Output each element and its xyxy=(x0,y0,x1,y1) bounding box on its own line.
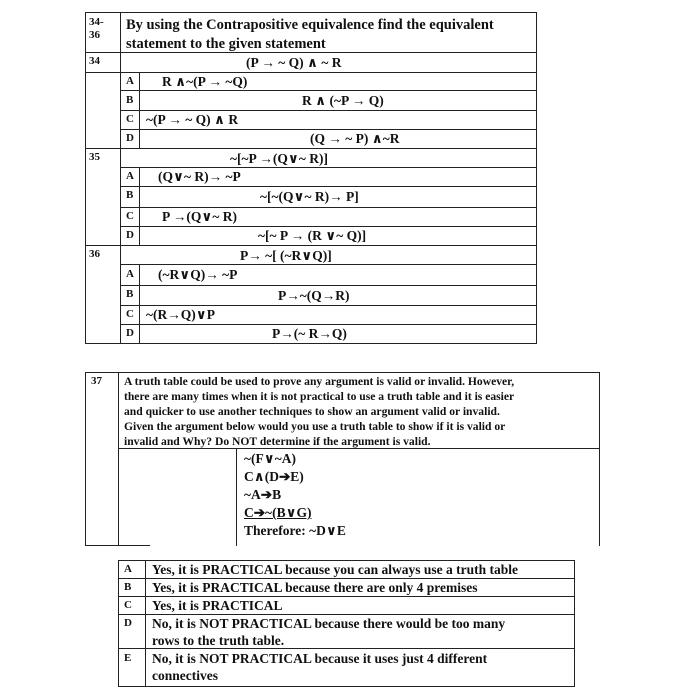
question-paragraph-line: there are many times when it is not practical to use a truth table and it is easier xyxy=(124,390,515,403)
option-b-text[interactable]: ~[~(Q∨~ R)→ P] xyxy=(260,189,359,204)
option-letter: A xyxy=(126,170,134,182)
option-a-text[interactable]: R ∧~(P → ~Q) xyxy=(162,74,248,89)
option-letter: C xyxy=(126,308,134,320)
question-paragraph-line: Given the argument below would you use a truth table to show if it is valid or xyxy=(124,420,506,433)
option-b-text[interactable]: R ∧ (~P → Q) xyxy=(302,93,384,108)
section-number: 34- 36 xyxy=(89,16,104,41)
option-d-text[interactable]: P→(~ R→Q) xyxy=(272,326,347,341)
premise: C➔~(B∨G) xyxy=(244,505,312,520)
option-letter: D xyxy=(126,327,134,339)
instruction-line-2: statement to the given statement xyxy=(126,36,326,52)
option-e-text[interactable]: No, it is NOT PRACTICAL because it uses just 4 different xyxy=(152,651,488,666)
option-letter: D xyxy=(124,617,132,629)
option-letter: D xyxy=(126,132,134,144)
given-statement: P→ ~[ (~R∨Q)] xyxy=(240,248,332,263)
given-statement: (P → ~ Q) ∧ ~ R xyxy=(246,55,342,70)
instruction-line-1: By using the Contrapositive equivalence find the equivalent xyxy=(126,17,494,33)
option-e-text-cont[interactable]: connectives xyxy=(152,668,218,683)
option-letter: E xyxy=(124,652,132,664)
conclusion: Therefore: ~D∨E xyxy=(244,523,346,538)
question-paragraph-line: invalid and Why? Do NOT determine if the argument is valid. xyxy=(124,435,431,448)
option-c-text[interactable]: Yes, it is PRACTICAL xyxy=(152,598,283,613)
option-letter: C xyxy=(126,113,134,125)
option-a-text[interactable]: (Q∨~ R)→ ~P xyxy=(158,169,241,184)
question-paragraph-line: and quicker to use another techniques to show an argument valid or invalid. xyxy=(124,405,500,418)
question-paragraph-line: A truth table could be used to prove any argument is valid or invalid. However, xyxy=(124,375,515,388)
question-number: 35 xyxy=(89,151,100,163)
option-letter: B xyxy=(126,94,134,106)
option-letter: A xyxy=(124,563,132,575)
option-letter: D xyxy=(126,229,134,241)
option-letter: B xyxy=(126,189,134,201)
option-letter: C xyxy=(124,599,132,611)
option-d-text-cont[interactable]: rows to the truth table. xyxy=(152,633,285,648)
question-number: 34 xyxy=(89,55,100,67)
option-a-text[interactable]: (~R∨Q)→ ~P xyxy=(158,267,238,282)
question-number: 37 xyxy=(91,375,102,387)
option-letter: B xyxy=(124,581,132,593)
option-letter: A xyxy=(126,268,134,280)
option-letter: B xyxy=(126,288,134,300)
option-d-text[interactable]: No, it is NOT PRACTICAL because there would be too many xyxy=(152,616,506,631)
option-d-text[interactable]: (Q → ~ P) ∧~R xyxy=(310,131,400,146)
given-statement: ~[~P →(Q∨~ R)] xyxy=(230,151,329,166)
option-b-text[interactable]: Yes, it is PRACTICAL because there are only 4 premises xyxy=(152,580,478,595)
option-b-text[interactable]: P→~(Q→R) xyxy=(278,288,350,303)
option-letter: A xyxy=(126,75,134,87)
option-letter: C xyxy=(126,210,134,222)
question-number: 36 xyxy=(89,248,100,260)
option-d-text[interactable]: ~[~ P → (R ∨~ Q)] xyxy=(258,228,367,243)
premise: ~A➔B xyxy=(244,487,282,502)
option-c-text[interactable]: ~(R→Q)∨P xyxy=(146,307,215,322)
premise: ~(F∨~A) xyxy=(244,451,296,466)
option-c-text[interactable]: P →(Q∨~ R) xyxy=(162,209,237,224)
option-c-text[interactable]: ~(P → ~ Q) ∧ R xyxy=(146,112,239,127)
premise: C∧(D➔E) xyxy=(244,469,304,484)
option-a-text[interactable]: Yes, it is PRACTICAL because you can always use a truth table xyxy=(152,562,519,577)
